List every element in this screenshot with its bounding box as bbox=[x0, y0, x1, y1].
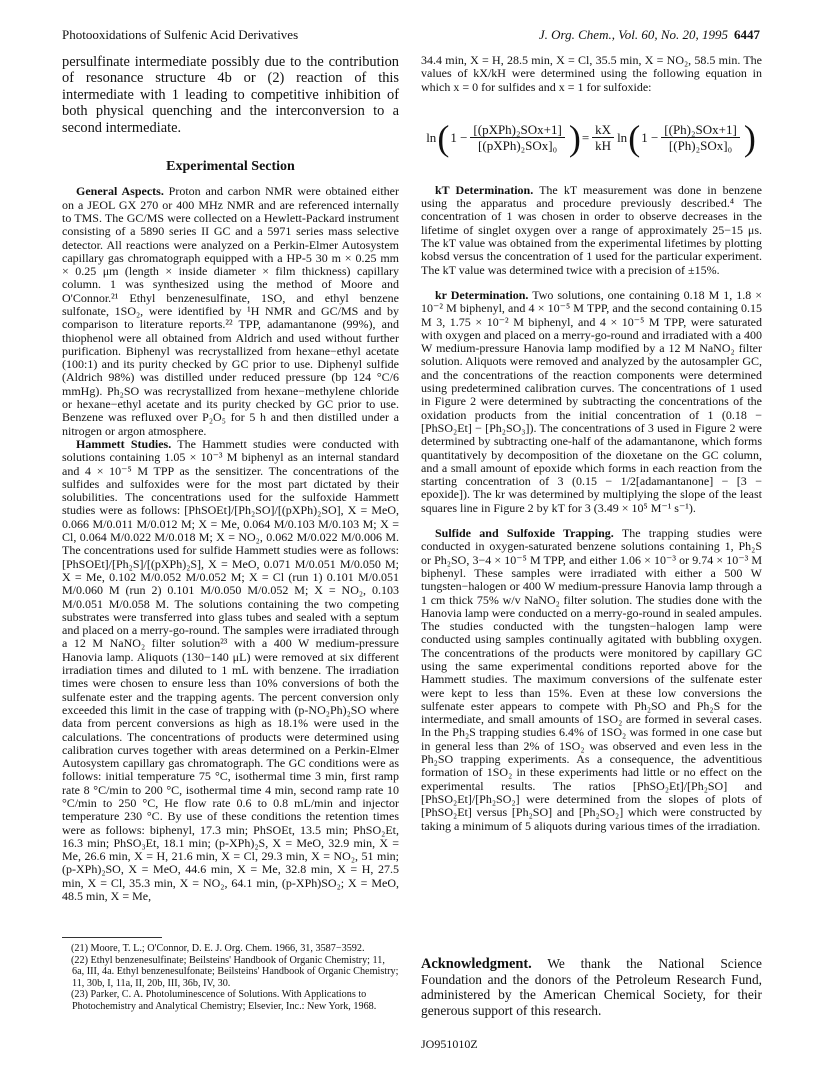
footnote-22: (22) Ethyl benzenesulfinate; Beilsteins' Handbook of Organic Chemistry; 11, 6a, III, 4a. Ethyl benzenesulfonate; Beilsteins' Handbook of Organic Chemistry; 11, 30b, I, 11a, II, 20b, III, 36b, IV, 30. bbox=[71, 954, 399, 989]
journal-citation bbox=[442, 27, 760, 43]
equation-fraction-1: $\frac{\text{[(pXPh)₂SOx+1]}}{\text{[(pXPh)₂SOx]₀}}$ bbox=[470, 123, 564, 153]
general-aspects-text: Proton and carbon NMR were obtained either on a JEOL GX 270 or 400 MHz NMR and are referenced internally to TMS. The GC/MS were collected on a Hewlett-Packard instrument consisting of a 5890 series II GC and a 5971 series mass selective detector. All reactions were analyzed on a Perkin-Elmer Autosystem capillary gas chromatograph equipped with a HP-5 30 m × 0.25 mm × 0.25 μm (length × inside diameter × film thickness) capillary column. 1 was synthesized using the method of Moore and O'Connor.²¹ Ethyl benzenesulfinate, 1SO, and ethyl benzene sulfonate, 1SO₂, were identified by ¹H NMR and GC/MS and by comparison to literature reports.²² TPP, adamantanone (99%), and thiophenol were all obtained from Aldrich and used without further purification. Biphenyl was recrystallized from hexane−ethyl acetate (100:1) and its purity checked by GC prior to use. Diphenyl sulfide (Aldrich 98%) was distilled under reduced pressure (bp 124 °C/6 mmHg). Ph₂SO was recrystallized from hexane−methylene chloride or hexane−ethyl acetate and its purity checked by GC prior to use. Benzene was refluxed over P₂O₅ for 5 h and then distilled under a nitrogen or argon atmosphere. bbox=[62, 184, 399, 438]
footnote-23: (23) Parker, C. A. Photoluminescence of Solutions. With Applications to Photochemistry and Analytical Chemistry; Elsevier, Inc.: New York, 1968. bbox=[71, 989, 377, 1012]
document-id: JO951010Z bbox=[421, 1037, 478, 1051]
footnotes bbox=[62, 943, 399, 1012]
section-title: Experimental Section bbox=[166, 159, 295, 175]
acknowledgment-text: We thank the National Science Foundation and the donors of the Petroleum Research Fund, administered by the American Chemical Society, for their generous support of this research. bbox=[421, 956, 762, 1018]
trapping-heading: Sulfide and Sulfoxide Trapping. bbox=[435, 526, 614, 541]
hammett-paragraph bbox=[62, 438, 399, 903]
kt-paragraph bbox=[421, 184, 762, 277]
intro-paragraph: persulfinate intermediate possibly due to the contribution of resonance structure 4b or (2) reaction of this intermediate with 1 leading to competitive inhibition of both physical quenching and the interconversion to a second intermediate. bbox=[62, 54, 399, 136]
equation-rate-ratio: $\frac{kX}{kH}$ bbox=[592, 123, 614, 153]
acknowledgment bbox=[421, 956, 762, 1018]
kt-text: The kT measurement was done in benzene using the apparatus and procedure previously described.⁴ The concentration of 1 was chosen in order to observe decreases in the lifetime of singlet oxygen over a range of approximately 25−15 μs. The kT value was obtained from the experimental lifetimes by plotting kobsd versus the concentration of 1 used for the particular experiment. The kT value was determined twice with a precision of ±15%. bbox=[421, 182, 762, 277]
kr-heading: kr Determination. bbox=[435, 287, 529, 302]
hammett-text: The Hammett studies were conducted with solutions containing 1.05 × 10⁻³ M biphenyl as an internal standard and 4 × 10⁻⁵ M TPP as the sensitizer. The concentrations of the sulfides and sulfoxides were for the most part dictated by their solubilities. The concentrations used for the sulfoxide Hammett studies were as follows: [PhSOEt]/[Ph₂SO]/[(pXPh)₂SO], X = MeO, 0.066 M/0.011 M/0.012 M; X = Me, 0.064 M/0.103 M/0.103 M; X = Cl, 0.064 M/0.022 M/0.018 M; X = NO₂, 0.062 M/0.022 M/0.006 M. The concentrations used for sulfide Hammett studies were as follows: [PhSOEt]/[Ph₂S]/[(pXPh)₂S], X = MeO, 0.071 M/0.051 M/0.050 M; X = Me, 0.102 M/0.052 M/0.052 M; X = Cl (run 1) 0.101 M/0.051 M/0.060 M (run 2) 0.101 M/0.050 M/0.052 M; X = NO₂, 0.103 M/0.051 M/0.058 M. The solutions containing the two competing substrates were transferred into glass tubes and sealed with a septum and placed on a merry-go-round. The samples were irradiated through a 12 M NaNO₂ filter solution²³ with a 400 W medium-pressure Hanovia lamp. Aliquots (130−140 μL) were removed at six different irradiation times and diluted to 1 mL with benzene. The irradiation times were chosen to ensure less than 10% conversions of both the sulfenate ester and the trapping agents. The percent conversion only exceeded this limit in the case of trapping with (p-NO₂Ph)₂SO where data from percent conversions as high as 18.1% were used in the calculations. The concentrations of products were determined using calibration curves together with areas determined on a Perkin-Elmer Autosystem capillary gas chromatograph. The GC conditions were as follows: initial temperature 75 °C, isothermal time 3 min, first ramp rate 8 °C/min to 200 °C, isothermal time 4 min, second ramp rate 10 °C/min to 250 °C, He flow rate 0.6 to 0.8 mL/min and injector temperature 230 °C. By use of these conditions the retention times were as follows: biphenyl, 17.3 min; PhSOEt, 13.5 min; PhSO₂Et, 16.3 min; PhSO₃Et, 18.1 min; (p-XPh)₂S, X = MeO, 32.9 min, X = Me, 26.6 min, X = H, 21.6 min, X = Cl, 29.3 min, X = NO₂, 51 min; (p-XPh)₂SO, X = MeO, 44.6 min, X = Me, 32.8 min, X = H, 27.5 min, X = Cl, 35.3 min, X = NO₂, 64.1 min, (p-XPh)SO₂; X = MeO, 48.5 min, X = Me, bbox=[62, 436, 399, 904]
footnote-divider bbox=[62, 937, 162, 938]
continued-paragraph: 34.4 min, X = H, 28.5 min, X = Cl, 35.5 min, X = NO₂, 58.5 min. The values of kX/kH were determined using the following equation in which x = 0 for sulfides and x = 1 for sulfoxide: bbox=[421, 53, 762, 94]
left-column bbox=[62, 54, 399, 903]
hammett-heading: Hammett Studies. bbox=[76, 436, 172, 451]
general-aspects-paragraph bbox=[62, 185, 399, 438]
kt-heading: kT Determination. bbox=[435, 182, 534, 197]
rate-equation: ln ( 1 − $\frac{\text{[(pXPh)₂SOx+1]}}{\text{[(pXPh)₂SOx]₀}}$ ) = $\frac{kX}{kH}$ ln ( 1 − $\frac{\text{[(Ph)₂SOx+1]}}{\text{[(Ph)₂SOx]₀}}$ ) bbox=[426, 117, 756, 158]
equation-fraction-2: $\frac{\text{[(Ph)₂SOx+1]}}{\text{[(Ph)₂SOx]₀}}$ bbox=[661, 123, 740, 153]
kr-paragraph bbox=[421, 289, 762, 515]
trapping-text: The trapping studies were conducted in oxygen-saturated benzene solutions containing 1, Ph₂S or Ph₂SO, 3−4 × 10⁻⁵ M TPP, and either 1.06 × 10⁻³ or 9.74 × 10⁻³ M biphenyl. These samples were irradiated with either a 500 W tungsten−halogen or 400 W medium-pressure Hanovia lamp through a 1 cm thick 75% w/v NaNO₂ filter solution. The studies done with the Hanovia lamp were conducted on a merry-go-round in sealed ampules. The studies conducted with the tungsten−halogen lamp were conducted using samples continually agitated with bubbling oxygen. The concentrations of the products were monitored by capillary GC using the same experimental conditions reported above for the Hammett studies. The maximum conversions of the sulfenate ester were kept to less than 15%. Even at these low conversions the sulfenate ester appears to compete with Ph₂SO and Ph₂S for the intermediate, and small amounts of 1SO₂ are formed in several cases. In the Ph₂S trapping studies 6.4% of 1SO₂ was formed in one case but in general less than 2% of 1SO₂ was observed and even less in the Ph₂SO trapping experiments. As a consequence, the adventitious formation of 1SO₂ in these experiments had little or no effect on the experimental results. The ratios [PhSO₂Et]/[Ph₂SO] and [PhSO₂Et]/[Ph₂SO₂] were determined from the slopes of plots of [PhSO₂Et] versus [Ph₂SO] and [Ph₂SO₂] which were constructed by taking a minimum of 5 aliquots during various times of the irradiation. bbox=[421, 526, 762, 833]
kr-text: Two solutions, one containing 0.18 M 1, 1.8 × 10⁻² M biphenyl, and 4 × 10⁻⁵ M TPP, and the second containing 0.15 M 3, 1.75 × 10⁻² M biphenyl, and 4 × 10⁻⁵ M TPP, were saturated with oxygen and placed on a merry-go-round and irradiated with a 400 W medium-pressure Hanovia lamp modified by a 12 M NaNO₂ filter solution. Aliquots were removed and analyzed by the autosampler GC, and the concentrations of the reaction components were determined using predetermined calibration curves. The concentrations of 1 used in Figure 2 were determined by subtracting the concentrations of the oxidation products from the initial concentration of 1 (0.18 − [PhSO₂Et] − [Ph₂SO₃]). The concentrations of 3 used in Figure 2 were determined by subtracting one-half of the adamantanone, which forms quantitatively by decomposition of the dioxetane on the GC column, and a small amount of epoxide which forms in each reaction from the starting concentration of 3 (0.15 − 1/2[adamantanone] − [3 − epoxide]). The kr was determined by multiplying the slope of the least squares line in Figure 2 by kT for 3 (3.49 × 10⁵ M⁻¹ s⁻¹). bbox=[421, 287, 762, 515]
footnote-21: (21) Moore, T. L.; O'Connor, D. E. J. Org. Chem. 1966, 31, 3587−3592. bbox=[71, 943, 365, 954]
acknowledgment-heading: Acknowledgment. bbox=[421, 956, 532, 972]
general-aspects-heading: General Aspects. bbox=[76, 184, 164, 199]
journal-name: J. Org. Chem., Vol. 60, No. 20, 1995 bbox=[538, 27, 728, 42]
running-title: Photooxidations of Sulfenic Acid Derivatives bbox=[62, 27, 299, 42]
trapping-paragraph bbox=[421, 527, 762, 833]
right-column bbox=[421, 54, 762, 833]
page-number: 6447 bbox=[734, 27, 760, 42]
